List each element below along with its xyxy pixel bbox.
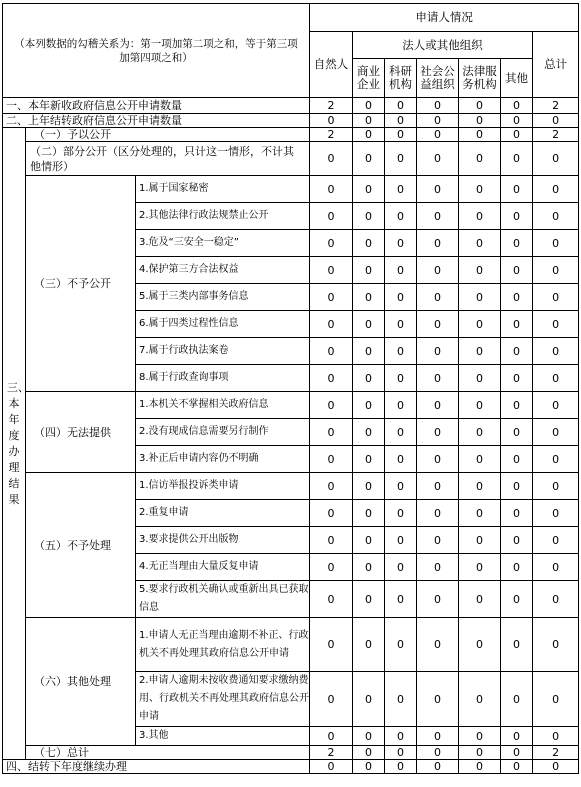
value-cell: 0 bbox=[385, 500, 417, 527]
value-cell: 0 bbox=[533, 760, 579, 774]
value-cell: 0 bbox=[385, 760, 417, 774]
value-cell: 0 bbox=[459, 311, 501, 338]
value-cell: 0 bbox=[501, 257, 533, 284]
value-cell: 0 bbox=[501, 581, 533, 618]
value-cell: 0 bbox=[417, 98, 459, 114]
item-label: 8.属于行政查询事项 bbox=[136, 365, 310, 392]
other-header: 其他 bbox=[501, 59, 533, 98]
value-cell: 0 bbox=[459, 727, 501, 746]
value-cell: 0 bbox=[533, 419, 579, 446]
value-cell: 0 bbox=[501, 365, 533, 392]
value-cell: 0 bbox=[533, 392, 579, 419]
value-cell: 0 bbox=[310, 419, 353, 446]
value-cell: 0 bbox=[353, 446, 385, 473]
value-cell: 0 bbox=[501, 98, 533, 114]
value-cell: 0 bbox=[533, 142, 579, 176]
value-cell: 0 bbox=[459, 128, 501, 142]
value-cell: 0 bbox=[501, 446, 533, 473]
value-cell: 0 bbox=[501, 392, 533, 419]
value-cell: 0 bbox=[501, 527, 533, 554]
value-cell: 0 bbox=[533, 338, 579, 365]
value-cell: 0 bbox=[385, 727, 417, 746]
value-cell: 0 bbox=[501, 618, 533, 672]
value-cell: 0 bbox=[459, 527, 501, 554]
natural-person-header: 自然人 bbox=[310, 32, 353, 98]
item-label: 1.本机关不掌握相关政府信息 bbox=[136, 392, 310, 419]
value-cell: 0 bbox=[501, 554, 533, 581]
row-subtotal bbox=[3, 746, 579, 760]
value-cell: 0 bbox=[417, 176, 459, 203]
value-cell: 0 bbox=[385, 554, 417, 581]
value-cell: 0 bbox=[385, 128, 417, 142]
value-cell: 0 bbox=[385, 114, 417, 128]
item-label: 3.要求提供公开出版物 bbox=[136, 527, 310, 554]
value-cell: 0 bbox=[459, 142, 501, 176]
value-cell: 0 bbox=[310, 176, 353, 203]
value-cell: 0 bbox=[459, 672, 501, 727]
value-cell: 0 bbox=[459, 500, 501, 527]
value-cell: 0 bbox=[385, 203, 417, 230]
value-cell: 0 bbox=[533, 581, 579, 618]
value-cell: 0 bbox=[459, 338, 501, 365]
value-cell: 0 bbox=[459, 284, 501, 311]
value-cell: 0 bbox=[533, 618, 579, 672]
legal-entity-header: 法人或其他组织 bbox=[353, 32, 533, 59]
item-label: 4.无正当理由大量反复申请 bbox=[136, 554, 310, 581]
value-cell: 0 bbox=[417, 727, 459, 746]
value-cell: 0 bbox=[385, 257, 417, 284]
value-cell: 0 bbox=[353, 203, 385, 230]
value-cell: 0 bbox=[310, 473, 353, 500]
value-cell: 0 bbox=[353, 284, 385, 311]
value-cell: 0 bbox=[417, 203, 459, 230]
value-cell: 0 bbox=[533, 500, 579, 527]
value-cell: 0 bbox=[385, 581, 417, 618]
value-cell: 0 bbox=[533, 446, 579, 473]
applicant-info-header: 申请人情况 bbox=[310, 4, 579, 32]
item-label: 2.申请人逾期未按收费通知要求缴纳费用、行政机关不再处理其政府信息公开申请 bbox=[136, 672, 310, 727]
value-cell: 0 bbox=[417, 554, 459, 581]
value-cell: 0 bbox=[353, 581, 385, 618]
value-cell: 0 bbox=[459, 176, 501, 203]
item-label: 6.属于四类过程性信息 bbox=[136, 311, 310, 338]
value-cell: 0 bbox=[417, 257, 459, 284]
value-cell: 0 bbox=[310, 230, 353, 257]
row-label: 一、本年新收政府信息公开申请数量 bbox=[3, 98, 310, 114]
value-cell: 0 bbox=[310, 365, 353, 392]
not-processed-group-label: （五）不予处理 bbox=[26, 473, 136, 618]
value-cell: 0 bbox=[310, 446, 353, 473]
value-cell: 0 bbox=[353, 114, 385, 128]
value-cell: 0 bbox=[501, 203, 533, 230]
value-cell: 0 bbox=[417, 114, 459, 128]
value-cell: 0 bbox=[459, 419, 501, 446]
value-cell: 0 bbox=[353, 527, 385, 554]
value-cell: 0 bbox=[385, 672, 417, 727]
value-cell: 0 bbox=[459, 230, 501, 257]
value-cell: 0 bbox=[459, 554, 501, 581]
value-cell: 0 bbox=[417, 618, 459, 672]
row-label: （二）部分公开（区分处理的，只计这一情形，不计其他情形） bbox=[26, 142, 310, 176]
value-cell: 0 bbox=[310, 618, 353, 672]
value-cell: 0 bbox=[459, 257, 501, 284]
value-cell: 2 bbox=[533, 128, 579, 142]
item-label: 3.危及“三安全一稳定” bbox=[136, 230, 310, 257]
value-cell: 0 bbox=[417, 128, 459, 142]
item-label: 3.其他 bbox=[136, 727, 310, 746]
item-label: 2.其他法律行政法规禁止公开 bbox=[136, 203, 310, 230]
value-cell: 2 bbox=[533, 746, 579, 760]
value-cell: 0 bbox=[501, 230, 533, 257]
value-cell: 0 bbox=[417, 338, 459, 365]
value-cell: 0 bbox=[501, 473, 533, 500]
value-cell: 0 bbox=[353, 392, 385, 419]
value-cell: 0 bbox=[353, 419, 385, 446]
not-disclosed-group-label: （三）不予公开 bbox=[26, 176, 136, 392]
value-cell: 0 bbox=[385, 527, 417, 554]
value-cell: 0 bbox=[501, 114, 533, 128]
value-cell: 0 bbox=[385, 618, 417, 672]
unable-group-label: （四）无法提供 bbox=[26, 392, 136, 473]
value-cell: 0 bbox=[385, 446, 417, 473]
value-cell: 0 bbox=[533, 230, 579, 257]
header-note: （本列数据的勾稽关系为：第一项加第二项之和，等于第三项加第四项之和） bbox=[3, 4, 310, 98]
value-cell: 0 bbox=[353, 311, 385, 338]
value-cell: 0 bbox=[310, 203, 353, 230]
value-cell: 0 bbox=[385, 473, 417, 500]
row-other-handling-item bbox=[3, 618, 579, 672]
value-cell: 0 bbox=[533, 527, 579, 554]
row-carried-over bbox=[3, 114, 579, 128]
value-cell: 0 bbox=[533, 554, 579, 581]
item-label: 1.属于国家秘密 bbox=[136, 176, 310, 203]
value-cell: 0 bbox=[459, 746, 501, 760]
legal-service-header: 法律服务机构 bbox=[459, 59, 501, 98]
value-cell: 0 bbox=[310, 527, 353, 554]
value-cell: 0 bbox=[459, 473, 501, 500]
value-cell: 0 bbox=[417, 746, 459, 760]
value-cell: 0 bbox=[353, 338, 385, 365]
value-cell: 0 bbox=[417, 581, 459, 618]
value-cell: 0 bbox=[385, 311, 417, 338]
row-new-requests bbox=[3, 98, 579, 114]
value-cell: 0 bbox=[501, 746, 533, 760]
value-cell: 2 bbox=[310, 746, 353, 760]
item-label: 5.要求行政机关确认或重新出具已获取信息 bbox=[136, 581, 310, 618]
value-cell: 0 bbox=[501, 311, 533, 338]
item-label: 2.重复申请 bbox=[136, 500, 310, 527]
value-cell: 0 bbox=[533, 176, 579, 203]
value-cell: 0 bbox=[417, 446, 459, 473]
value-cell: 0 bbox=[353, 672, 385, 727]
value-cell: 0 bbox=[417, 230, 459, 257]
value-cell: 0 bbox=[501, 419, 533, 446]
value-cell: 0 bbox=[501, 142, 533, 176]
disclosure-stats-table bbox=[2, 3, 579, 774]
value-cell: 0 bbox=[533, 284, 579, 311]
value-cell: 0 bbox=[353, 128, 385, 142]
value-cell: 0 bbox=[501, 500, 533, 527]
value-cell: 0 bbox=[459, 392, 501, 419]
value-cell: 0 bbox=[310, 760, 353, 774]
value-cell: 0 bbox=[353, 365, 385, 392]
value-cell: 2 bbox=[310, 128, 353, 142]
value-cell: 0 bbox=[353, 500, 385, 527]
social-header: 社会公益组织 bbox=[417, 59, 459, 98]
value-cell: 0 bbox=[385, 338, 417, 365]
item-label: 4.保护第三方合法权益 bbox=[136, 257, 310, 284]
row-label: （七）总计 bbox=[26, 746, 310, 760]
value-cell: 0 bbox=[501, 284, 533, 311]
value-cell: 0 bbox=[533, 114, 579, 128]
value-cell: 0 bbox=[417, 419, 459, 446]
value-cell: 0 bbox=[310, 392, 353, 419]
value-cell: 0 bbox=[310, 142, 353, 176]
value-cell: 0 bbox=[310, 500, 353, 527]
item-label: 3.补正后申请内容仍不明确 bbox=[136, 446, 310, 473]
value-cell: 0 bbox=[417, 392, 459, 419]
row-label: 四、结转下年度继续办理 bbox=[3, 760, 310, 774]
value-cell: 0 bbox=[459, 203, 501, 230]
value-cell: 0 bbox=[533, 365, 579, 392]
value-cell: 0 bbox=[310, 581, 353, 618]
value-cell: 0 bbox=[385, 142, 417, 176]
other-handling-group-label: （六）其他处理 bbox=[26, 618, 136, 746]
value-cell: 0 bbox=[310, 554, 353, 581]
value-cell: 0 bbox=[459, 365, 501, 392]
value-cell: 0 bbox=[501, 176, 533, 203]
row-not-disclosed-item bbox=[3, 176, 579, 203]
value-cell: 0 bbox=[385, 98, 417, 114]
total-header: 总计 bbox=[533, 32, 579, 98]
value-cell: 0 bbox=[310, 311, 353, 338]
value-cell: 0 bbox=[385, 392, 417, 419]
value-cell: 2 bbox=[310, 98, 353, 114]
research-header: 科研机构 bbox=[385, 59, 417, 98]
value-cell: 0 bbox=[459, 98, 501, 114]
value-cell: 0 bbox=[459, 760, 501, 774]
value-cell: 0 bbox=[417, 284, 459, 311]
value-cell: 0 bbox=[501, 760, 533, 774]
value-cell: 0 bbox=[459, 114, 501, 128]
item-label: 1.信访举报投诉类申请 bbox=[136, 473, 310, 500]
value-cell: 0 bbox=[417, 473, 459, 500]
value-cell: 0 bbox=[417, 672, 459, 727]
value-cell: 0 bbox=[385, 365, 417, 392]
value-cell: 0 bbox=[353, 746, 385, 760]
value-cell: 0 bbox=[353, 554, 385, 581]
value-cell: 0 bbox=[353, 760, 385, 774]
commercial-header: 商业企业 bbox=[353, 59, 385, 98]
value-cell: 0 bbox=[353, 257, 385, 284]
value-cell: 0 bbox=[310, 727, 353, 746]
item-label: 2.没有现成信息需要另行制作 bbox=[136, 419, 310, 446]
value-cell: 0 bbox=[533, 257, 579, 284]
value-cell: 0 bbox=[417, 500, 459, 527]
row-unable-item bbox=[3, 392, 579, 419]
row-label: 二、上年结转政府信息公开申请数量 bbox=[3, 114, 310, 128]
value-cell: 0 bbox=[353, 473, 385, 500]
value-cell: 0 bbox=[353, 142, 385, 176]
value-cell: 0 bbox=[417, 142, 459, 176]
value-cell: 0 bbox=[310, 672, 353, 727]
value-cell: 0 bbox=[459, 446, 501, 473]
value-cell: 0 bbox=[385, 176, 417, 203]
row-disclosed bbox=[3, 128, 579, 142]
row-partial bbox=[3, 142, 579, 176]
value-cell: 0 bbox=[310, 338, 353, 365]
value-cell: 0 bbox=[501, 338, 533, 365]
value-cell: 0 bbox=[385, 230, 417, 257]
value-cell: 0 bbox=[501, 128, 533, 142]
value-cell: 0 bbox=[353, 727, 385, 746]
item-label: 5.属于三类内部事务信息 bbox=[136, 284, 310, 311]
value-cell: 0 bbox=[385, 746, 417, 760]
section3-label: 三、本年度办理结果 bbox=[3, 128, 26, 760]
value-cell: 0 bbox=[501, 672, 533, 727]
value-cell: 0 bbox=[385, 284, 417, 311]
value-cell: 0 bbox=[310, 114, 353, 128]
value-cell: 0 bbox=[353, 176, 385, 203]
item-label: 7.属于行政执法案卷 bbox=[136, 338, 310, 365]
value-cell: 0 bbox=[417, 527, 459, 554]
row-not-processed-item bbox=[3, 473, 579, 500]
row-label: （一）予以公开 bbox=[26, 128, 310, 142]
value-cell: 0 bbox=[533, 311, 579, 338]
value-cell: 0 bbox=[385, 419, 417, 446]
row-carry-forward bbox=[3, 760, 579, 774]
value-cell: 0 bbox=[353, 618, 385, 672]
value-cell: 0 bbox=[459, 581, 501, 618]
value-cell: 0 bbox=[417, 311, 459, 338]
value-cell: 0 bbox=[533, 473, 579, 500]
value-cell: 0 bbox=[533, 672, 579, 727]
value-cell: 0 bbox=[459, 618, 501, 672]
value-cell: 0 bbox=[353, 230, 385, 257]
value-cell: 0 bbox=[533, 203, 579, 230]
value-cell: 0 bbox=[417, 760, 459, 774]
item-label: 1.申请人无正当理由逾期不补正、行政机关不再处理其政府信息公开申请 bbox=[136, 618, 310, 672]
value-cell: 0 bbox=[353, 98, 385, 114]
value-cell: 0 bbox=[501, 727, 533, 746]
value-cell: 0 bbox=[533, 727, 579, 746]
value-cell: 0 bbox=[417, 365, 459, 392]
value-cell: 0 bbox=[310, 284, 353, 311]
value-cell: 2 bbox=[533, 98, 579, 114]
value-cell: 0 bbox=[310, 257, 353, 284]
